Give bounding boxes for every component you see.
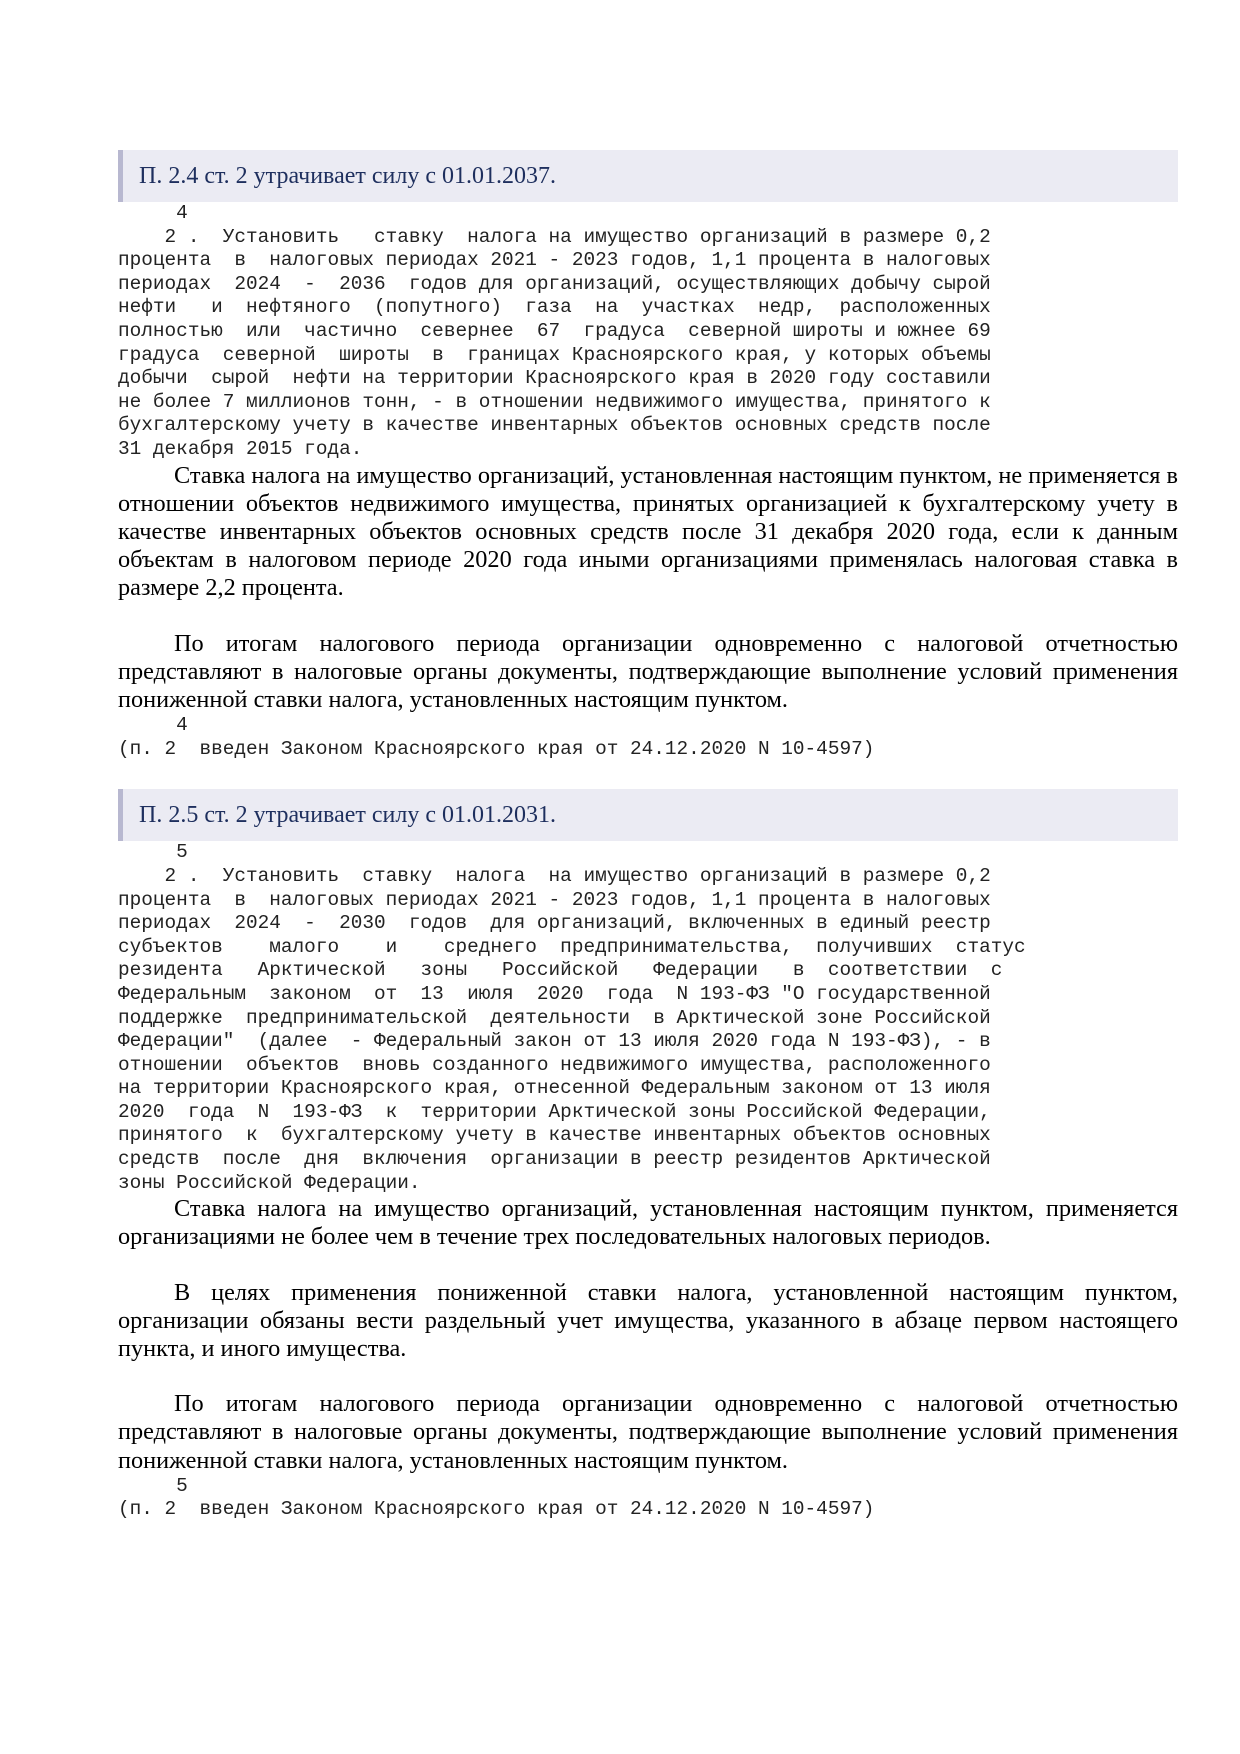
clause-line: субъектов малого и среднего предпринимательства, получивших статус (118, 935, 1026, 958)
clause-line: средств после дня включения организации в реестр резидентов Арктической (118, 1148, 991, 1171)
clause-line: нефти и нефтяного (попутного) газа на участках недр, расположенных (118, 296, 991, 319)
clause-line: добычи сырой нефти на территории Красноярского края в 2020 году составили (118, 367, 991, 390)
expiry-notice-2-4: П. 2.4 ст. 2 утрачивает силу с 01.01.2037. (118, 150, 1178, 202)
clause-line: Федеральным законом от 13 июля 2020 года N 193-ФЗ "О государственной (118, 982, 991, 1005)
clause-line: резидента Арктической зоны Российской Федерации в соответствии с (118, 959, 1003, 982)
superscript-4: 4 (118, 714, 188, 737)
clause-line: Федерации" (далее - Федеральный закон от 13 июля 2020 года N 193-ФЗ), - в (118, 1030, 991, 1053)
amendment-ref-text: (п. 2 введен Законом Красноярского края от 24.12.2020 N 10-4597) (118, 737, 875, 760)
paragraph-reporting-2-4: По итогам налогового периода организации одновременно с налоговой отчетностью представляют в налоговые органы документы, подтверждающие выполнение условий применения пониженной ставки налога, установленных настоящим пунктом. (118, 629, 1178, 713)
clause-line: периодах 2024 - 2036 годов для организаций, осуществляющих добычу сырой (118, 272, 991, 295)
clause-line: зоны Российской Федерации. (118, 1171, 421, 1194)
paragraph-rate-exclusion: Ставка налога на имущество организаций, установленная настоящим пунктом, не применяется в отношении объектов недвижимого имущества, принятых организацией к бухгалтерскому учету в качестве инвентарных объектов основных средств после 31 декабря 2020 года, если к данным объектам в налоговом периоде 2020 года иными организациями применялась налоговая ставка в размере 2,2 процента. (118, 461, 1178, 602)
clause-line: процента в налоговых периодах 2021 - 2023 годов, 1,1 процента в налоговых (118, 888, 991, 911)
paragraph-separate-accounting: В целях применения пониженной ставки налога, установленной настоящим пунктом, организации обязаны вести раздельный учет имущества, указанного в абзаце первом настоящего пункта, и иного имущества. (118, 1278, 1178, 1363)
superscript-5: 5 (118, 1474, 188, 1497)
clause-line: не более 7 миллионов тонн, - в отношении недвижимого имущества, принятого к (118, 390, 991, 413)
clause-2-4-text (118, 202, 1078, 462)
clause-line: процента в налоговых периодах 2021 - 2023 годов, 1,1 процента в налоговых (118, 249, 991, 272)
clause-line: 2 . Установить ставку налога на имущество организаций в размере 0,2 (118, 225, 991, 248)
clause-line: полностью или частично севернее 67 градуса северной широты и южнее 69 (118, 319, 991, 342)
clause-line: периодах 2024 - 2030 годов для организаций, включенных в единый реестр (118, 912, 991, 935)
superscript-5: 5 (118, 841, 188, 864)
clause-line: 31 декабря 2015 года. (118, 437, 363, 460)
clause-line: градуса северной широты в границах Красноярского края, у которых объемы (118, 343, 991, 366)
clause-line: 2020 года N 193-ФЗ к территории Арктической зоны Российской Федерации, (118, 1100, 991, 1123)
paragraph-reporting-2-5: По итогам налогового периода организации одновременно с налоговой отчетностью представляют в налоговые органы документы, подтверждающие выполнение условий применения пониженной ставки налога, установленных настоящим пунктом. (118, 1390, 1178, 1474)
clause-line: принятого к бухгалтерскому учету в качестве инвентарных объектов основных (118, 1124, 991, 1147)
amendment-reference-2-4 (118, 714, 1078, 761)
expiry-notice-2-5: П. 2.5 ст. 2 утрачивает силу с 01.01.2031. (118, 789, 1178, 841)
clause-line: отношении объектов вновь созданного недвижимого имущества, расположенного (118, 1053, 991, 1076)
amendment-reference-2-5 (118, 1475, 1078, 1522)
clause-line: поддержке предпринимательской деятельности в Арктической зоне Российской (118, 1006, 991, 1029)
superscript-4: 4 (118, 202, 188, 224)
clause-line: бухгалтерскому учету в качестве инвентарных объектов основных средств после (118, 414, 991, 437)
clause-2-5-text (118, 841, 1078, 1195)
clause-line: на территории Красноярского края, отнесенной Федеральным законом от 13 июля (118, 1077, 991, 1100)
amendment-ref-text: (п. 2 введен Законом Красноярского края от 24.12.2020 N 10-4597) (118, 1498, 875, 1521)
clause-line: 2 . Установить ставку налога на имущество организаций в размере 0,2 (118, 864, 991, 887)
document-page (118, 150, 1178, 1522)
paragraph-rate-duration: Ставка налога на имущество организаций, установленная настоящим пунктом, применяется организациями не более чем в течение трех последовательных налоговых периодов. (118, 1195, 1178, 1251)
